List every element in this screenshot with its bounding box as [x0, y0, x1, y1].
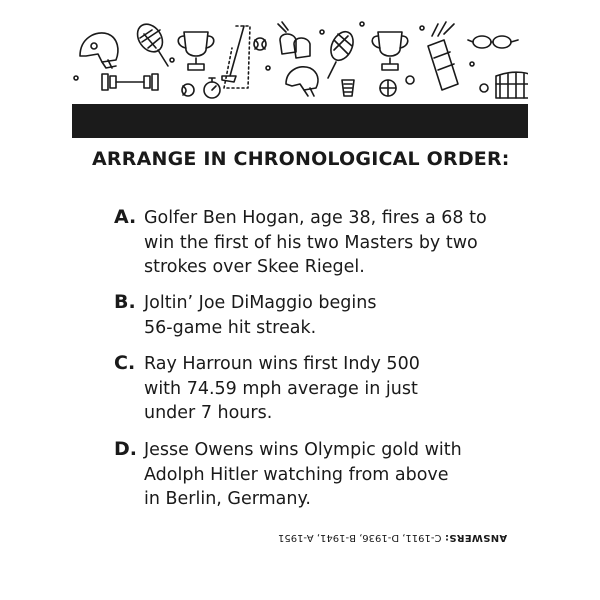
golf-club-icon [222, 26, 250, 88]
stopwatch-icon [204, 78, 220, 98]
basketball-icon [380, 80, 396, 96]
header-band [72, 104, 528, 138]
boxing-gloves-icon [278, 22, 310, 58]
trophy-icon [178, 32, 214, 70]
question-letter: C. [114, 352, 136, 374]
tennis-ball-icon [182, 84, 194, 96]
trivia-card [72, 18, 528, 578]
question-text: Jesse Owens wins Olympic gold with Adolph Hitler watching from above in Berlin, Germany. [144, 440, 462, 509]
shuttlecock-icon [342, 80, 354, 96]
sports-doodle-banner [72, 18, 528, 104]
stadium-icon [496, 72, 528, 98]
answers-label: ANSWERS: [444, 532, 508, 543]
question-letter: D. [114, 438, 137, 460]
dumbbell-icon [102, 74, 158, 90]
question-letter: A. [114, 206, 137, 228]
trophy-icon [372, 32, 408, 70]
upside-down-answers [278, 532, 507, 543]
answers-text: C-1911, D-1936, B-1941, A-1951 [278, 532, 442, 543]
tennis-racket-icon [327, 28, 358, 78]
football-helmet-icon [80, 33, 118, 68]
golf-bag-icon [428, 22, 458, 90]
question-text: Golfer Ben Hogan, age 38, fires a 68 to win the first of his two Masters by two strokes over Skee Riegel. [144, 208, 487, 277]
question-text: Joltin’ Joe DiMaggio begins 56-game hit streak. [144, 293, 377, 338]
question-text: Ray Harroun wins first Indy 500 with 74.59 mph average in just under 7 hours. [144, 354, 420, 423]
tennis-racket-icon [132, 19, 168, 66]
tennis-ball-icon [254, 38, 266, 50]
goggles-icon [468, 36, 518, 48]
page-title: ARRANGE IN CHRONOLOGICAL ORDER: [92, 148, 510, 170]
question-letter: B. [114, 291, 136, 313]
football-helmet-icon [286, 67, 318, 96]
